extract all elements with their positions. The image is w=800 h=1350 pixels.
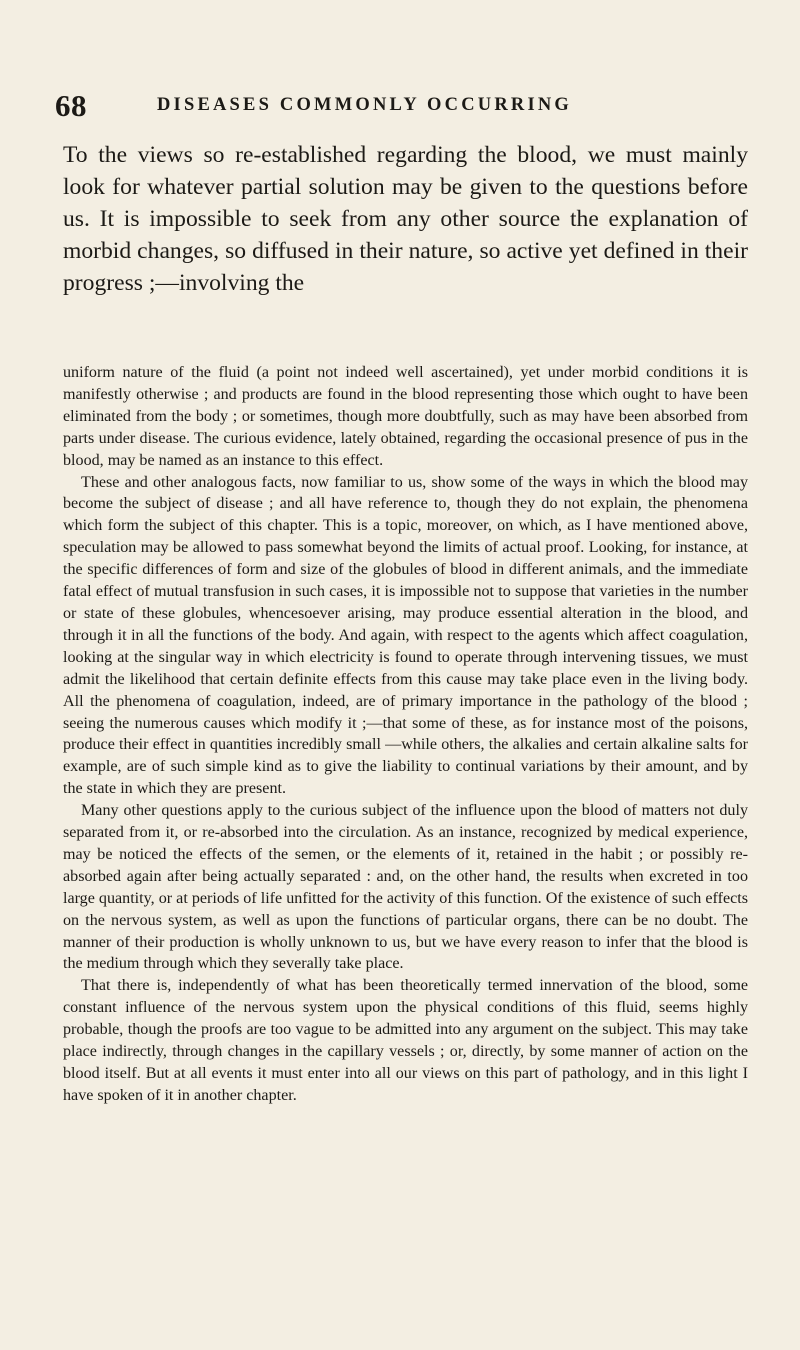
lead-paragraph: To the views so re-established regarding the blood, we must mainly look for whatever partial solution may be given to the questions before us. It is impossible to seek from any other source the explanation of morbid changes, so diffused in their nature, so active yet defined in their progress ;—involving the: [63, 142, 748, 296]
paragraph: That there is, independently of what has been theoretically termed innervation of the blood, some constant influence of the nervous system upon the physical conditions of this fluid, seems highly probable, though the proofs are too vague to be admitted into any argument on the subject. This may take place indirectly, through changes in the capillary vessels ; or, directly, by some manner of action on the blood itself. But at all events it must enter into all our views on this part of pathology, and in this light I have spoken of it in another chapter.: [63, 977, 748, 1104]
page-number: 68: [55, 88, 87, 123]
paragraph-continuation: uniform nature of the fluid (a point not indeed well ascertained), yet under morbid conditions it is manifestly otherwise ; and products are found in the blood representing those which ought to have been eliminated from the body ; or sometimes, though more doubtfully, such as may have been absorbed from parts under disease. The curious evidence, lately obtained, regarding the occasional presence of pus in the blood, may be named as an instance to this effect.: [63, 364, 748, 469]
body-text: [63, 362, 748, 1107]
running-head: DISEASES COMMONLY OCCURRING: [157, 95, 572, 115]
paragraph: These and other analogous facts, now familiar to us, show some of the ways in which the blood may become the subject of disease ; and all have reference to, though they do not explain, the phenomena which form the subject of this chapter. This is a topic, moreover, on which, as I have mentioned above, speculation may be allowed to pass somewhat beyond the limits of actual proof. Looking, for instance, at the specific differences of form and size of the globules of blood in different animals, and the immediate fatal effect of mutual transfusion in such cases, it is impossible not to suppose that varieties in the number or state of these globules, whencesoever arising, may produce essential alteration in the blood, and through it in all the functions of the body. And again, with respect to the agents which affect coagulation, looking at the singular way in which electricity is found to operate through intervening tissues, we must admit the likelihood that certain definite effects from this cause may take place even in the living body. All the phenomena of coagulation, indeed, are of primary importance in the pathology of the blood ; seeing the numerous causes which modify it ;—that some of these, as for instance most of the poisons, produce their effect in quantities incredibly small —while others, the alkalies and certain alkaline salts for example, are of such simple kind as to give the liability to continual variations by their amount, and by the state in which they are present.: [63, 473, 748, 798]
page-header: [55, 88, 748, 122]
paragraph: Many other questions apply to the curious subject of the influence upon the blood of matters not duly separated from it, or re-absorbed into the circulation. As an instance, recognized by medical experience, may be noticed the effects of the semen, or the elements of it, retained in the habit ; or possibly re-absorbed again after being actually separated : and, on the other hand, the results when excreted in too large quantity, or at periods of life unfitted for the activity of this function. Of the existence of such effects on the nervous system, as well as upon the functions of particular organs, there can be no doubt. The manner of their production is wholly unknown to us, but we have every reason to infer that the blood is the medium through which they severally take place.: [63, 802, 748, 973]
